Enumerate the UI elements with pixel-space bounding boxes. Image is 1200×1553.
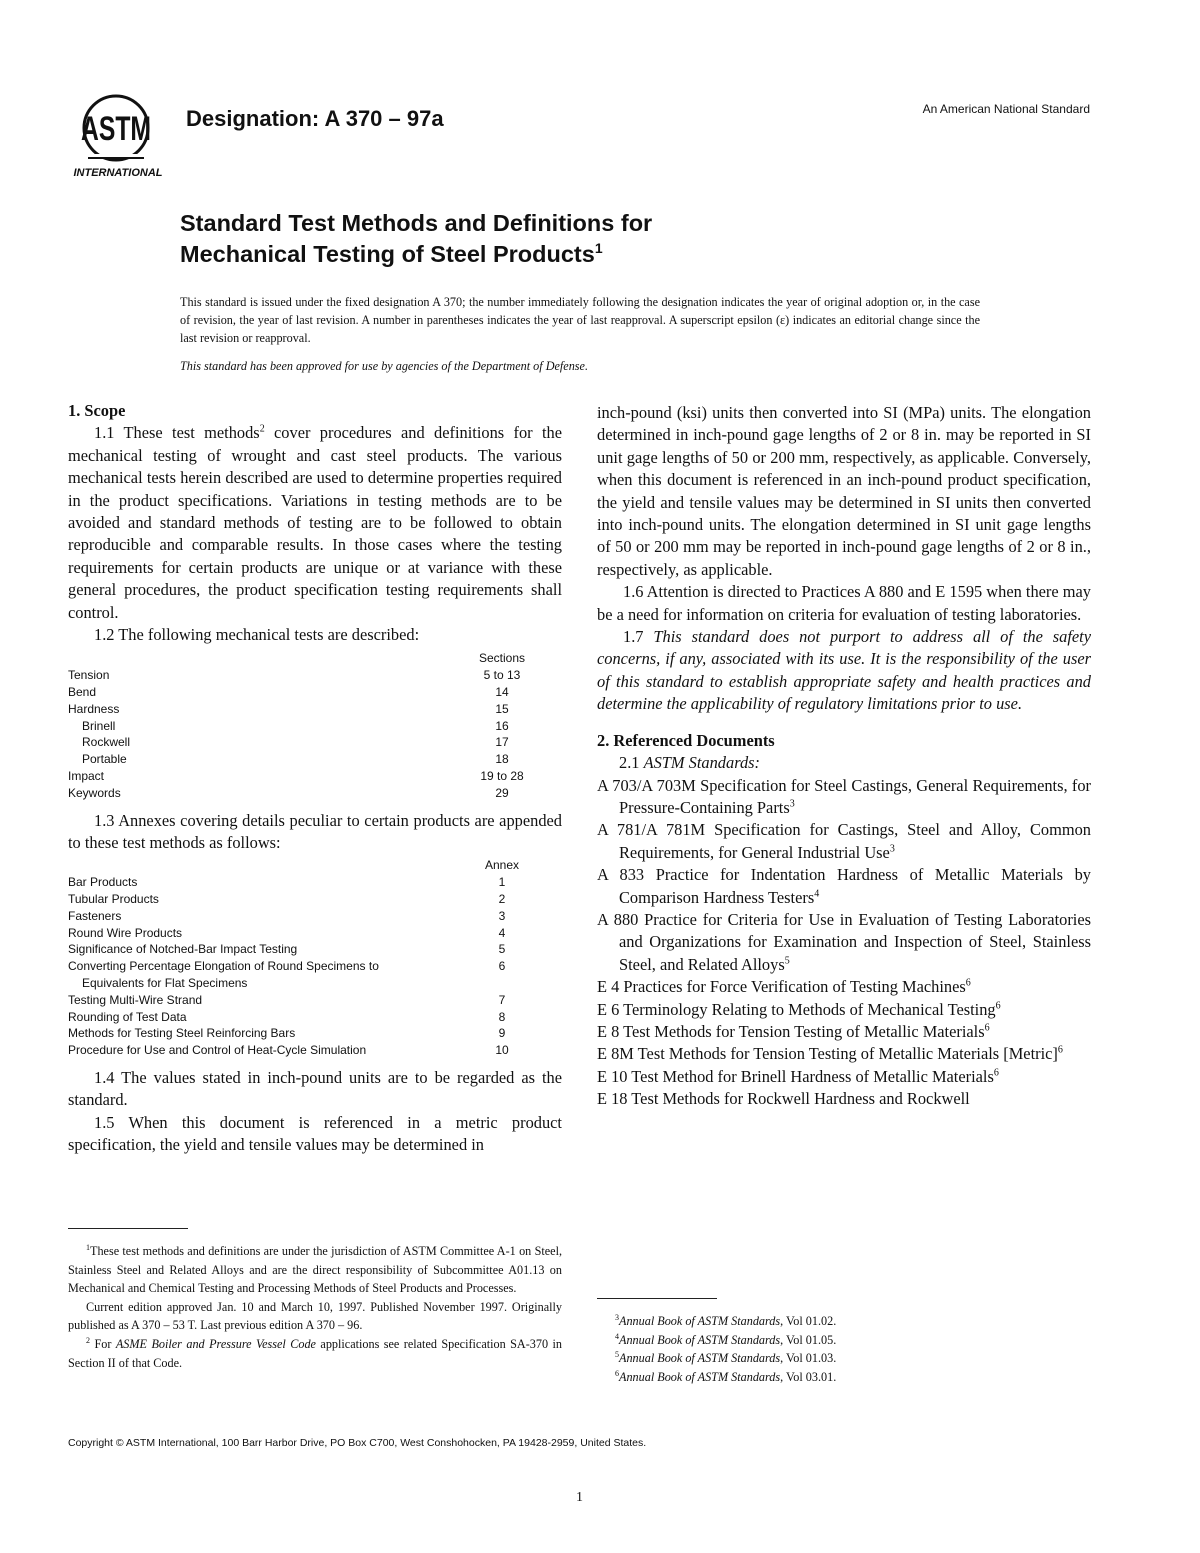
row-value: 2 bbox=[498, 892, 506, 907]
paragraph-1-5-start: 1.5 When this document is referenced in a metric product specification, the yield and tensile values may be determined in bbox=[68, 1112, 562, 1155]
table-row bbox=[68, 941, 562, 958]
subsection-2-1: 2.1 ASTM Standards: bbox=[619, 753, 761, 773]
paragraph-1-4: 1.4 The values stated in inch-pound units are to be regarded as the standard. bbox=[68, 1068, 562, 1110]
paragraph-1-5-continued: inch-pound (ksi) units then converted into SI (MPa) units. The elongation determined in inch-pound gage lengths of 2 or 8 in. may be reported in SI unit gage lengths of 50 or 200 mm, respectively, as applicable. Conversely, when this document is referenced in an inch-pound product specification, the yield and tensile values may be determined in SI units then converted into inch-pound units. The elongation determined in SI unit gage lengths of 50 or 200 mm may be reported in inch-pound gage lengths of 2 or 8 in., respectively, as applicable. bbox=[597, 403, 1091, 579]
footnote-4: $^4$Annual Book of ASTM Standards, Vol 01.05. bbox=[615, 1331, 837, 1347]
row-label: Methods for Testing Steel Reinforcing Bars bbox=[68, 1026, 296, 1041]
reference-item: E 8 Test Methods for Tension Testing of Metallic Materials$^6$ bbox=[597, 1021, 990, 1041]
row-label: Converting Percentage Elongation of Round Specimens to bbox=[68, 959, 379, 974]
footnote-5: $^5$Annual Book of ASTM Standards, Vol 01.03. bbox=[615, 1350, 837, 1366]
table-row bbox=[68, 667, 562, 684]
title-line-2: Mechanical Testing of Steel Products$^1$ bbox=[180, 240, 603, 267]
footnote-3: $^3$Annual Book of ASTM Standards, Vol 01.02. bbox=[615, 1312, 837, 1328]
row-label: Rockwell bbox=[82, 735, 131, 750]
footnote-rule bbox=[597, 1298, 717, 1299]
title-line-1: Standard Test Methods and Definitions for bbox=[180, 210, 653, 236]
row-label: Testing Multi-Wire Strand bbox=[68, 992, 203, 1007]
table-row bbox=[68, 1009, 562, 1026]
row-label: Bar Products bbox=[68, 875, 138, 890]
row-label: Hardness bbox=[68, 701, 120, 716]
row-value: 1 bbox=[498, 875, 506, 890]
table-row bbox=[68, 1042, 562, 1059]
left-column bbox=[68, 400, 562, 1157]
table-row bbox=[68, 1025, 562, 1042]
reference-item: A 703/A 703M Specification for Steel Castings, General Requirements, for Pressure-Containing Parts$^3$ bbox=[597, 775, 1091, 817]
row-label: Tubular Products bbox=[68, 892, 159, 907]
annex-table-header: Annex bbox=[484, 858, 520, 873]
table-row bbox=[68, 992, 562, 1009]
footnotes-right bbox=[597, 1298, 1091, 1386]
tests-table-header: Sections bbox=[478, 651, 526, 666]
designation: Designation: A 370 – 97a bbox=[186, 106, 444, 131]
referenced-documents-list bbox=[597, 775, 1091, 1111]
paragraph-1-3: 1.3 Annexes covering details peculiar to certain products are appended to these test methods as follows: bbox=[68, 810, 562, 853]
reference-item: E 10 Test Method for Brinell Hardness of Metallic Materials$^6$ bbox=[597, 1066, 999, 1086]
page-number: 1 bbox=[576, 1490, 583, 1505]
footnote-2: $^2$ For ASME Boiler and Pressure Vessel Code applications see related Specification SA-370 in Section II of that Code. bbox=[68, 1335, 563, 1370]
svg-text:ASTM: ASTM bbox=[81, 110, 151, 148]
row-value: 7 bbox=[498, 992, 506, 1007]
document-title bbox=[180, 208, 652, 270]
reference-item: E 4 Practices for Force Verification of Testing Machines$^6$ bbox=[597, 977, 971, 997]
annex-table bbox=[68, 857, 562, 1059]
paragraph-1-7: 1.7 This standard does not purport to address all of the safety concerns, if any, associated with its use. It is the responsibility of the user of this standard to establish appropriate safety and health practices and determine the applicability of regulatory limitations prior to use. bbox=[597, 627, 1091, 714]
footnote-rule bbox=[68, 1228, 188, 1229]
table-row bbox=[68, 958, 562, 975]
copyright-notice: Copyright © ASTM International, 100 Barr Harbor Drive, PO Box C700, West Conshohocken, PA 19428-2959, United States. bbox=[68, 1437, 647, 1449]
footnote-1-edition: Current edition approved Jan. 10 and March 10, 1997. Published November 1997. Originally published as A 370 – 53 T. Last previous edition A 370 – 96. bbox=[68, 1299, 562, 1333]
section-heading-scope: 1. Scope bbox=[68, 401, 126, 420]
table-row bbox=[68, 768, 562, 785]
row-value: 8 bbox=[498, 1009, 506, 1024]
row-value: 15 bbox=[495, 701, 509, 716]
row-label: Equivalents for Flat Specimens bbox=[82, 976, 248, 991]
right-column bbox=[597, 402, 1091, 1111]
footnote-1: $^1$These test methods and definitions are under the jurisdiction of ASTM Committee A-1 on Steel, Stainless Steel and Related Alloys and are the direct responsibility of Subcommittee A01.13 on Mechanical and Chemical Testing and Processing Methods of Steel Products and Processes. bbox=[68, 1242, 562, 1296]
table-row bbox=[68, 874, 562, 891]
table-row bbox=[68, 718, 562, 735]
reference-item: E 6 Terminology Relating to Methods of Mechanical Testing$^6$ bbox=[597, 999, 1001, 1019]
row-value: 9 bbox=[498, 1026, 506, 1041]
paragraph-1-2: 1.2 The following mechanical tests are described: bbox=[94, 625, 420, 645]
row-value: 4 bbox=[498, 925, 506, 940]
footnote-ref-2: 2 bbox=[259, 423, 265, 435]
table-row bbox=[68, 684, 562, 701]
issuance-note: This standard is issued under the fixed designation A 370; the number immediately following the designation indicates the year of original adoption or, in the case of revision, the year of last revision. A number in parentheses indicates the year of last reapproval. A superscript epsilon (ε) indicates an editorial change since the last revision or reapproval. bbox=[180, 295, 980, 345]
row-value: 6 bbox=[498, 959, 506, 974]
table-row bbox=[68, 701, 562, 718]
table-row bbox=[68, 891, 562, 908]
row-label: Significance of Notched-Bar Impact Testing bbox=[68, 942, 298, 957]
reference-item: A 833 Practice for Indentation Hardness of Metallic Materials by Comparison Hardness Testers$^4$ bbox=[597, 865, 1091, 907]
row-value: 29 bbox=[495, 785, 509, 800]
row-label: Tension bbox=[68, 668, 110, 683]
reference-item: E 18 Test Methods for Rockwell Hardness and Rockwell bbox=[597, 1089, 970, 1109]
row-value: 16 bbox=[495, 718, 509, 733]
row-label: Portable bbox=[82, 752, 127, 767]
row-value: 18 bbox=[495, 752, 509, 767]
astm-logo bbox=[68, 92, 170, 180]
table-row bbox=[68, 751, 562, 768]
row-value: 14 bbox=[495, 685, 509, 700]
title-footnote-mark: 1 bbox=[594, 240, 603, 257]
table-row bbox=[68, 734, 562, 751]
section-heading-referenced-documents: 2. Referenced Documents bbox=[597, 730, 775, 750]
row-value: 19 to 28 bbox=[480, 769, 524, 784]
row-label: Rounding of Test Data bbox=[68, 1009, 187, 1024]
national-standard-label: An American National Standard bbox=[922, 102, 1090, 116]
footnotes-left bbox=[68, 1228, 562, 1372]
row-label: Brinell bbox=[82, 718, 116, 733]
row-value: 5 bbox=[498, 942, 506, 957]
tests-table bbox=[68, 650, 562, 801]
table-row bbox=[68, 925, 562, 942]
row-value: 3 bbox=[498, 908, 506, 923]
row-label: Impact bbox=[68, 769, 105, 784]
reference-item: E 8M Test Methods for Tension Testing of Metallic Materials [Metric]$^6$ bbox=[597, 1044, 1063, 1064]
paragraph-1-1: 1.1 These test methods$^2$ cover procedures and definitions for the mechanical testing of wrought and cast steel products. The various mechanical tests herein described are used to determine properties required in the product specifications. Variations in testing methods are to be avoided and standard methods of testing are to be followed to obtain reproducible and comparable results. In those cases where the testing requirements for certain products are unique or at variance with these general procedures, the product specification testing requirements shall control. bbox=[68, 423, 562, 622]
row-value: 10 bbox=[495, 1043, 509, 1058]
row-label: Procedure for Use and Control of Heat-Cycle Simulation bbox=[68, 1043, 367, 1058]
row-value: 17 bbox=[495, 735, 509, 750]
row-value bbox=[442, 975, 562, 992]
table-row bbox=[68, 975, 562, 992]
row-label: Fasteners bbox=[68, 908, 122, 923]
row-label: Round Wire Products bbox=[68, 925, 183, 940]
row-label: Keywords bbox=[68, 785, 121, 800]
table-row bbox=[68, 785, 562, 802]
row-label: Bend bbox=[68, 685, 97, 700]
logo-international-text: INTERNATIONAL bbox=[73, 167, 163, 179]
reference-item: A 880 Practice for Criteria for Use in Evaluation of Testing Laboratories and Organizations for Examination and Inspection of Steel, Stainless Steel, and Related Alloys$^5$ bbox=[597, 909, 1091, 974]
table-row bbox=[68, 908, 562, 925]
approval-note: This standard has been approved for use by agencies of the Department of Defense. bbox=[180, 359, 588, 373]
reference-item: A 781/A 781M Specification for Castings, Steel and Alloy, Common Requirements, for General Industrial Use$^3$ bbox=[597, 820, 1091, 862]
row-value: 5 to 13 bbox=[483, 668, 521, 683]
footnote-6: $^6$Annual Book of ASTM Standards, Vol 03.01. bbox=[615, 1368, 837, 1384]
paragraph-1-6: 1.6 Attention is directed to Practices A 880 and E 1595 when there may be a need for information on criteria for evaluation of testing laboratories. bbox=[597, 582, 1091, 624]
